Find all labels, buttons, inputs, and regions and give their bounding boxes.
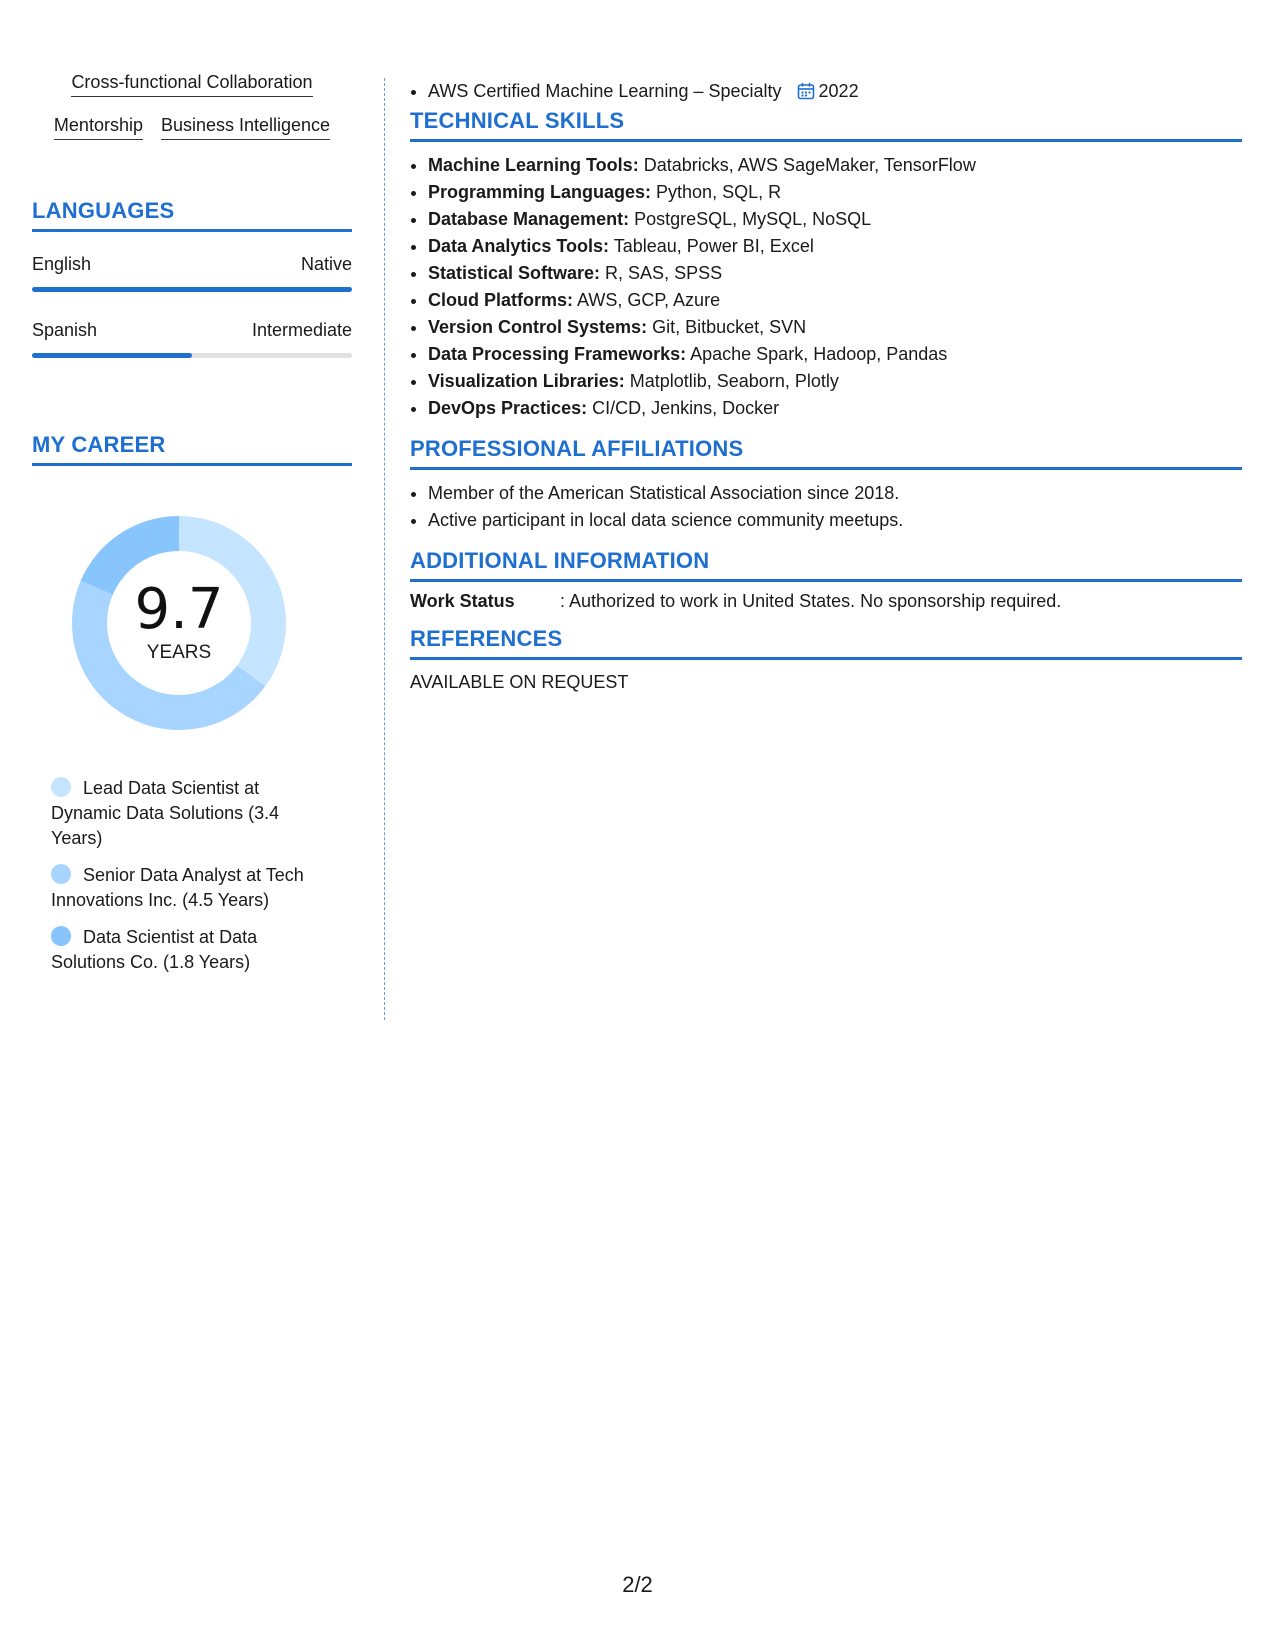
language-item (32, 254, 352, 292)
work-status-value: : Authorized to work in United States. No sponsorship required. (560, 591, 1062, 611)
technical-skills-list (410, 152, 1242, 422)
career-title: MY CAREER (32, 432, 352, 466)
career-unit: YEARS (146, 642, 212, 663)
affiliations-section (410, 436, 1242, 534)
career-legend (32, 776, 331, 975)
additional-info-title: ADDITIONAL INFORMATION (410, 548, 1242, 582)
affiliation-item: • Member of the American Statistical Association since 2018. (428, 480, 1242, 507)
language-name: English (32, 254, 92, 274)
language-bar (32, 353, 352, 358)
language-bar-fill (32, 287, 352, 292)
skill-tag: Mentorship (54, 115, 143, 140)
languages-title: LANGUAGES (32, 198, 352, 232)
page-number: 2/2 (622, 1572, 653, 1597)
affiliations-title: PROFESSIONAL AFFILIATIONS (410, 436, 1242, 470)
tag-row (32, 115, 352, 140)
affiliation-item: • Active participant in local data science community meetups. (428, 507, 1242, 534)
references-text: AVAILABLE ON REQUEST (410, 672, 629, 692)
references-title: REFERENCES (410, 626, 1242, 660)
technical-skills-title: TECHNICAL SKILLS (410, 108, 1242, 142)
calendar-icon (797, 81, 815, 108)
legend-dot-icon (51, 777, 71, 797)
career-total: 9.7 (134, 577, 224, 642)
skill-item: • Programming Languages: Python, SQL, R (428, 179, 1242, 206)
tag-row (32, 72, 352, 97)
work-status-row (410, 591, 1242, 612)
references-section (410, 626, 1242, 693)
career-legend-item: Senior Data Analyst at Tech Innovations Inc. (4.5 Years) (51, 865, 304, 910)
skill-item: • Version Control Systems: Git, Bitbucket, SVN (428, 314, 1242, 341)
affiliations-list (410, 480, 1242, 534)
technical-skills-section (410, 108, 1242, 422)
skill-item: • Database Management: PostgreSQL, MySQL, NoSQL (428, 206, 1242, 233)
skill-item: • Data Analytics Tools: Tableau, Power BI, Excel (428, 233, 1242, 260)
skill-item: • Data Processing Frameworks: Apache Spark, Hadoop, Pandas (428, 341, 1242, 368)
career-donut (64, 508, 294, 738)
column-divider (384, 78, 385, 1020)
work-status-label: Work Status (410, 591, 515, 611)
certification-list (410, 78, 1242, 108)
skill-item: • DevOps Practices: CI/CD, Jenkins, Docker (428, 395, 1242, 422)
legend-dot-icon (51, 926, 71, 946)
language-bar (32, 287, 352, 292)
career-legend-item: Lead Data Scientist at Dynamic Data Solutions (3.4 Years) (51, 778, 280, 848)
language-level: Intermediate (251, 320, 352, 340)
career-legend-item: Data Scientist at Data Solutions Co. (1.8 Years) (51, 927, 258, 972)
language-bar-fill (32, 353, 192, 358)
skill-tag: Business Intelligence (161, 115, 330, 140)
certification-item: • AWS Certified Machine Learning – Specialty 2022 (428, 78, 1242, 108)
skill-item: • Machine Learning Tools: Databricks, AWS SageMaker, TensorFlow (428, 152, 1242, 179)
skill-tag: Cross-functional Collaboration (71, 72, 312, 97)
skill-item: • Visualization Libraries: Matplotlib, Seaborn, Plotly (428, 368, 1242, 395)
skill-item: • Cloud Platforms: AWS, GCP, Azure (428, 287, 1242, 314)
skill-item: • Statistical Software: R, SAS, SPSS (428, 260, 1242, 287)
language-name: Spanish (32, 320, 98, 340)
right-column (410, 78, 1242, 693)
language-item (32, 320, 352, 358)
language-level: Native (300, 254, 352, 274)
left-column (32, 72, 352, 987)
legend-dot-icon (51, 864, 71, 884)
additional-info-section (410, 548, 1242, 612)
